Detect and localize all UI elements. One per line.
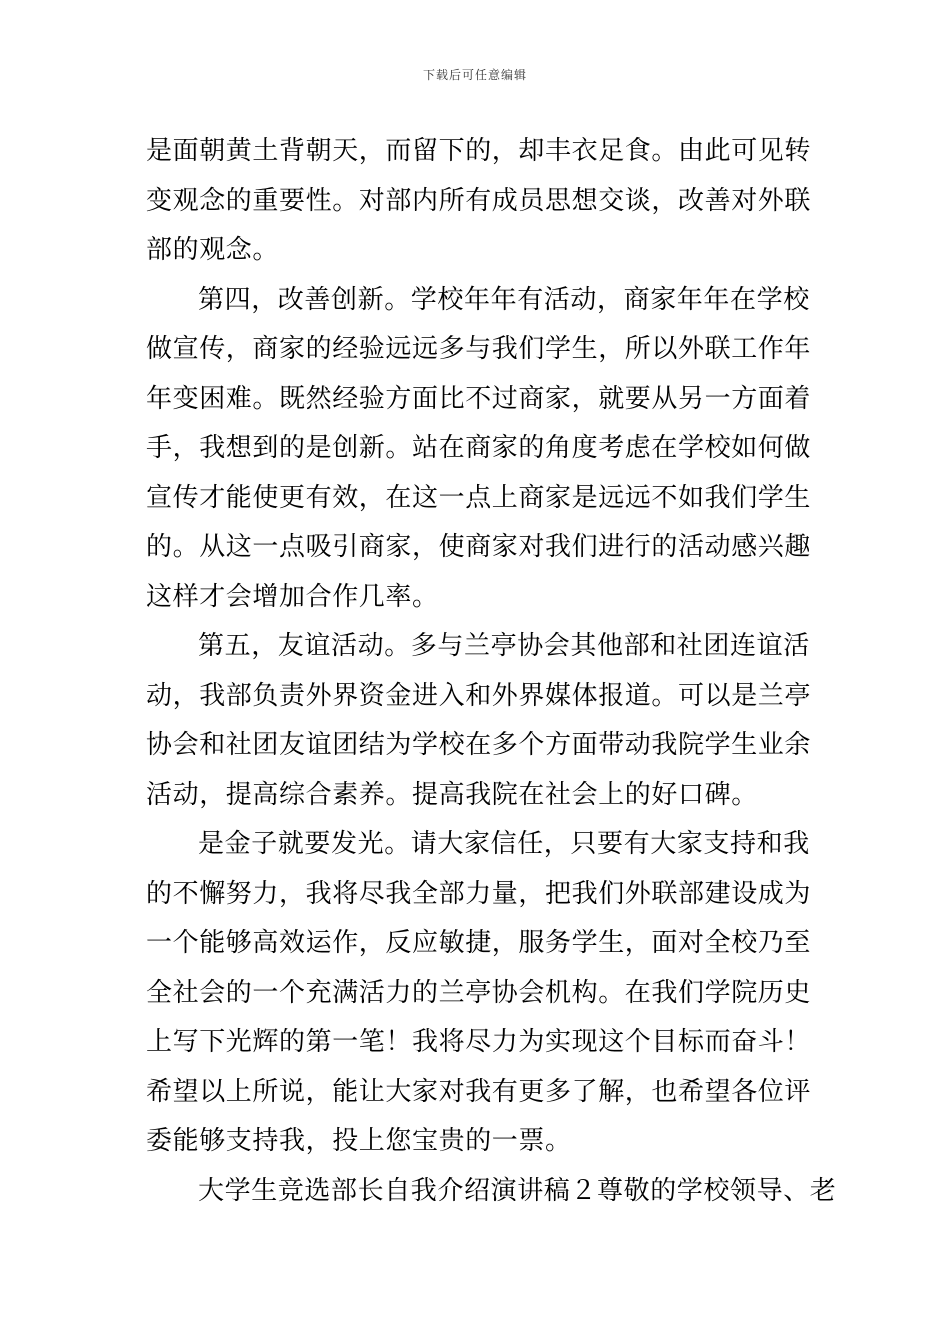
paragraph-start-line: 大学生竞选部长自我介绍演讲稿２尊敬的学校领导、老	[198, 1175, 837, 1206]
text-line: 部的观念。	[146, 235, 280, 265]
text-line: 这样才会增加合作几率。	[146, 581, 439, 612]
paragraph-start-line: 第四，改善创新。学校年年有活动，商家年年在学校	[198, 284, 810, 315]
text-line: 协会和社团友谊团结为学校在多个方面带动我院学生业余	[146, 730, 812, 760]
paragraph-start-line: 是金子就要发光。请大家信任，只要有大家支持和我	[198, 829, 810, 859]
text-line: 活动，提高综合素养。提高我院在社会上的好口碑。	[146, 779, 758, 810]
text-line: 全社会的一个充满活力的兰亭协会机构。在我们学院历史	[146, 977, 812, 1008]
text-line: 年变困难。既然经验方面比不过商家，就要从另一方面着	[146, 383, 812, 414]
text-line: 手，我想到的是创新。站在商家的角度考虑在学校如何做	[146, 433, 812, 463]
text-line: 动，我部负责外界资金进入和外界媒体报道。可以是兰亭	[146, 680, 812, 711]
text-line: 做宣传，商家的经验远远多与我们学生，所以外联工作年	[146, 334, 812, 364]
text-line: 委能够支持我，投上您宝贵的一票。	[146, 1126, 572, 1156]
text-line: 一个能够高效运作，反应敏捷，服务学生，面对全校乃至	[146, 928, 812, 958]
text-line: 是面朝黄土背朝天，而留下的，却丰衣足食。由此可见转	[146, 136, 812, 166]
text-line: 上写下光辉的第一笔！我将尽力为实现这个目标而奋斗！	[146, 1027, 812, 1057]
download-note: 下载后可任意编辑	[422, 68, 527, 82]
text-line: 变观念的重要性。对部内所有成员思想交谈，改善对外联	[146, 185, 812, 216]
text-line: 的。从这一点吸引商家，使商家对我们进行的活动感兴趣	[146, 532, 812, 562]
text-line: 宣传才能使更有效，在这一点上商家是远远不如我们学生	[146, 482, 812, 513]
document-body	[146, 127, 837, 1216]
text-line: 的不懈努力，我将尽我全部力量，把我们外联部建设成为	[146, 878, 812, 909]
paragraph-start-line: 第五，友谊活动。多与兰亭协会其他部和社团连谊活	[198, 631, 810, 661]
text-line: 希望以上所说，能让大家对我有更多了解，也希望各位评	[146, 1076, 812, 1107]
